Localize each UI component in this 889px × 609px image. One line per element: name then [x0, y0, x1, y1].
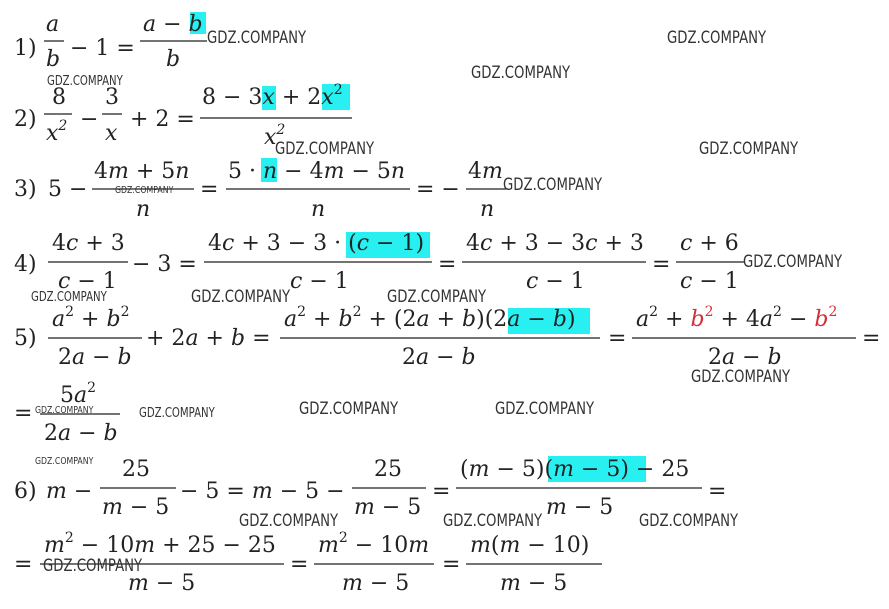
svg-text:m − 5: m − 5 [128, 571, 196, 596]
svg-text:=: = [14, 401, 33, 426]
svg-text:a2 + b2 + 4a2 − b2: $a^2 + b^2 + 4a^2 - b^2$ [636, 304, 838, 332]
svg-text:a2 + b2 + (2a + b)(2a − b): $a^2 + b^2 + (2a + b)(2a - b)$ [284, 304, 576, 332]
svg-text:c − 1: c − 1 [58, 269, 117, 294]
svg-text:m2 − 10m + 25 − 25: $m^2 - 10m + 25 - 25$ [44, 530, 276, 558]
svg-text:+ 2a + b =: + 2a + b = [146, 326, 271, 351]
svg-text:(m − 5)(m − 5) − 25: (m − 5)(m − 5) − 25 [460, 457, 690, 482]
svg-text:4c + 3 − 3c + 3: 4c + 3 − 3c + 3 [466, 231, 644, 256]
problem-4 [14, 231, 744, 294]
svg-text:m − 5: m − 5 [546, 495, 614, 520]
svg-text:=: = [708, 479, 727, 504]
watermark: GDZ.COMPANY [115, 185, 174, 196]
watermark: GDZ.COMPANY [139, 406, 215, 421]
svg-text:4m: 4m [468, 159, 503, 184]
svg-text:a: a [46, 12, 60, 37]
watermark: GDZ.COMPANY [639, 511, 739, 531]
svg-text:a2 + b2: $a^2 + b^2$ [52, 304, 130, 332]
svg-text:4c + 3 − 3 · (c − 1): 4c + 3 − 3 · (c − 1) [208, 231, 425, 256]
svg-text:=: = [438, 252, 457, 277]
svg-text:25: 25 [122, 457, 150, 482]
svg-text:2a − b: 2a − b [44, 421, 118, 446]
svg-text:8 − 3x + 2x2: $8 - 3x + 2x^2$ [202, 82, 343, 110]
problem-label: 3) [14, 177, 37, 202]
svg-text:b: b [166, 47, 181, 72]
watermark: GDZ.COMPANY [239, 511, 339, 531]
svg-text:5 · n − 4m − 5n: 5 · n − 4m − 5n [228, 159, 406, 184]
svg-text:n: n [480, 197, 495, 222]
watermark: GDZ.COMPANY [699, 139, 799, 159]
svg-text:n: n [136, 197, 151, 222]
svg-text:4c + 3: 4c + 3 [52, 231, 125, 256]
watermark: GDZ.COMPANY [471, 63, 571, 83]
svg-text:= −: = − [416, 177, 460, 202]
svg-text:=: = [652, 252, 671, 277]
svg-text:x2: $x^2$ [46, 118, 68, 146]
svg-text:m −: m − [46, 479, 93, 504]
svg-text:=: = [14, 552, 33, 577]
svg-text:− 3 =: − 3 = [132, 252, 197, 277]
watermark: GDZ.COMPANY [495, 399, 595, 419]
svg-text:+ 2 =: + 2 = [130, 107, 195, 132]
svg-text:− 1 =: − 1 = [70, 36, 135, 61]
svg-text:m − 5: m − 5 [354, 495, 422, 520]
svg-text:8: 8 [52, 85, 66, 110]
watermark: GDZ.COMPANY [743, 252, 843, 272]
svg-text:25: 25 [374, 457, 402, 482]
watermark: GDZ.COMPANY [299, 399, 399, 419]
svg-text:=: = [290, 552, 309, 577]
watermark: GDZ.COMPANY [31, 290, 107, 305]
watermark: GDZ.COMPANY [503, 175, 603, 195]
svg-text:c − 1: c − 1 [526, 269, 585, 294]
problem-label: 2) [14, 107, 37, 132]
svg-text:2a − b: 2a − b [58, 345, 132, 370]
watermark: GDZ.COMPANY [47, 74, 123, 89]
svg-text:− 5 = m − 5 −: − 5 = m − 5 − [180, 479, 345, 504]
svg-text:m − 5: m − 5 [102, 495, 170, 520]
watermark: GDZ.COMPANY [43, 556, 143, 576]
svg-text:=: = [200, 177, 219, 202]
watermark: GDZ.COMPANY [207, 28, 307, 48]
problem-label: 6) [14, 479, 37, 504]
svg-text:m(m − 10): m(m − 10) [470, 533, 590, 558]
watermark: GDZ.COMPANY [35, 456, 94, 467]
svg-text:=: = [862, 326, 881, 351]
problem-3 [14, 158, 506, 222]
watermark: GDZ.COMPANY [35, 405, 94, 416]
problem-1 [14, 12, 207, 72]
svg-text:=: = [608, 326, 627, 351]
svg-text:−: − [80, 107, 99, 132]
svg-text:=: = [432, 479, 451, 504]
svg-text:5a2: $5a^2$ [60, 380, 97, 408]
svg-text:c − 1: c − 1 [680, 269, 739, 294]
svg-text:=: = [442, 552, 461, 577]
svg-text:m2 − 10m: $m^2 - 10m$ [318, 530, 430, 558]
svg-text:2a − b: 2a − b [708, 345, 782, 370]
svg-text:x2: $x^2$ [264, 122, 286, 150]
problem-label: 5) [14, 326, 37, 351]
problem-label: 4) [14, 252, 37, 277]
svg-text:a − b: a − b [143, 12, 203, 37]
problem-label: 1) [14, 36, 37, 61]
svg-text:4m + 5n: 4m + 5n [94, 159, 190, 184]
svg-text:2a − b: 2a − b [402, 345, 476, 370]
svg-text:m − 5: m − 5 [342, 571, 410, 596]
svg-text:c + 6: c + 6 [680, 231, 739, 256]
svg-text:n: n [311, 197, 326, 222]
watermark: GDZ.COMPANY [443, 511, 543, 531]
svg-text:b: b [46, 47, 61, 72]
watermark: GDZ.COMPANY [275, 139, 375, 159]
svg-text:3: 3 [105, 85, 119, 110]
watermark: GDZ.COMPANY [667, 28, 767, 48]
watermark: GDZ.COMPANY [191, 287, 291, 307]
svg-text:m − 5: m − 5 [500, 571, 568, 596]
svg-text:c − 1: c − 1 [290, 269, 349, 294]
watermark: GDZ.COMPANY [691, 367, 791, 387]
svg-text:5 −: 5 − [48, 177, 88, 202]
watermark: GDZ.COMPANY [387, 287, 487, 307]
svg-text:x: x [105, 121, 118, 146]
